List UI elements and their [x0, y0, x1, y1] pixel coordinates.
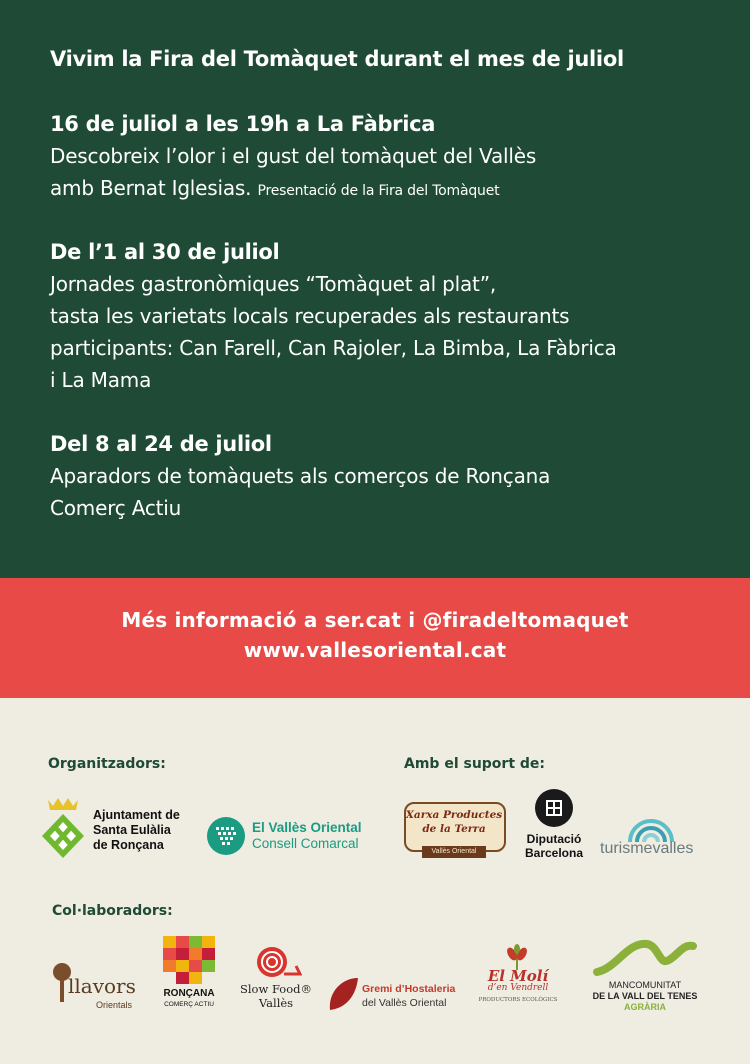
vall-tenes-logo[interactable] [590, 938, 700, 1014]
valles-oriental-icon [206, 816, 246, 856]
support-label: Amb el suport de: [404, 756, 546, 772]
collaborators-label: Col·laboradors: [52, 903, 173, 919]
rainbow-icon [626, 816, 676, 842]
sponsors-panel [0, 698, 750, 1064]
gremi-text: Gremi d’Hostaleria [362, 983, 456, 995]
xarxa-text: Xarxa Productes [405, 809, 503, 821]
turisme-text: turismevalles [600, 840, 694, 857]
event-description-text: amb Bernat Iglesias. [50, 176, 252, 200]
event-description-line: i La Mama [50, 368, 152, 392]
ajuntament-line: Ajuntament de [93, 808, 180, 822]
event-2 [50, 236, 730, 396]
event-note: Presentació de la Fira del Tomàquet [257, 183, 500, 199]
event-description-line: Jornades gastronòmiques “Tomàquet al plat”, [50, 272, 497, 296]
slow-food-subtext: Vallès [258, 996, 294, 1010]
headline: Vivim la Fira del Tomàquet durant el mes de juliol [50, 47, 624, 71]
event-description-line: Comerç Actiu [50, 496, 182, 520]
diputacio-logo[interactable] [516, 788, 596, 862]
llavors-logo[interactable] [52, 962, 142, 1012]
xarxa-productes-logo[interactable] [404, 802, 504, 862]
event-date: De l’1 al 30 de juliol [50, 240, 280, 264]
leaf-icon [326, 976, 360, 1012]
valles-oriental-name: El Vallès Oriental [252, 820, 362, 835]
event-date: 16 de juliol a les 19h a La Fàbrica [50, 112, 436, 136]
slow-food-text: Slow Food® [239, 982, 313, 996]
event-description-line [50, 172, 730, 207]
event-1 [50, 108, 730, 207]
diputacio-text: Barcelona [524, 846, 584, 860]
crest-icon [534, 788, 574, 828]
moli-text: El Molí [487, 967, 549, 985]
turisme-valles-logo[interactable] [600, 816, 710, 862]
event-description-line: tasta les varietats locals recuperades als restaurants [50, 304, 570, 328]
event-description-line: participants: Can Farell, Can Rajoler, La Bimba, La Fàbrica [50, 336, 617, 360]
roncana-text: RONÇANA [163, 988, 215, 999]
event-description-line: Descobreix l’olor i el gust del tomàquet del Vallès [50, 144, 537, 168]
mosaic-icon [163, 936, 215, 984]
info-banner [0, 578, 750, 698]
info-line[interactable]: Més informació a ser.cat i @firadeltomaquet [121, 608, 629, 632]
consell-comarcal-text: Consell Comarcal [252, 836, 359, 851]
website-link[interactable]: www.vallesoriental.cat [243, 638, 507, 662]
tenes-text: MANCOMUNITAT [608, 980, 682, 990]
event-description-line: Aparadors de tomàquets als comerços de Ronçana [50, 464, 551, 488]
moli-tagline: PRODUCTORS ECOLÒGICS [478, 997, 558, 1003]
roncana-logo[interactable] [160, 936, 218, 1012]
llavors-text: llavors [68, 974, 136, 998]
diputacio-text: Diputació [526, 832, 582, 846]
xarxa-ribbon: Vallès Oriental [422, 846, 486, 858]
valles-oriental-logo[interactable] [206, 816, 376, 856]
organizers-label: Organitzadors: [48, 756, 166, 772]
mountain-icon [593, 938, 697, 978]
slow-food-logo[interactable] [236, 944, 316, 1014]
moli-vendrell-logo[interactable] [478, 944, 558, 1008]
tenes-text: DE LA VALL DEL TENES [592, 991, 698, 1001]
snail-icon [250, 944, 302, 978]
ajuntament-line: de Ronçana [93, 838, 164, 852]
tenes-subtext: AGRÀRIA [624, 1002, 666, 1012]
llavors-subtext: Orientals [96, 1000, 133, 1010]
roncana-subtext: COMERÇ ACTIU [164, 1001, 214, 1008]
gremi-hostaleria-logo[interactable] [326, 976, 458, 1012]
gremi-subtext: del Vallès Oriental [362, 997, 447, 1009]
moli-subtext: d’en Vendrell [487, 983, 549, 993]
event-date: Del 8 al 24 de juliol [50, 432, 272, 456]
ajuntament-line: Santa Eulàlia [93, 823, 171, 837]
event-3 [50, 428, 730, 524]
shield-icon [38, 794, 88, 864]
ajuntament-logo[interactable] [38, 794, 198, 864]
xarxa-text: de la Terra [422, 823, 486, 835]
